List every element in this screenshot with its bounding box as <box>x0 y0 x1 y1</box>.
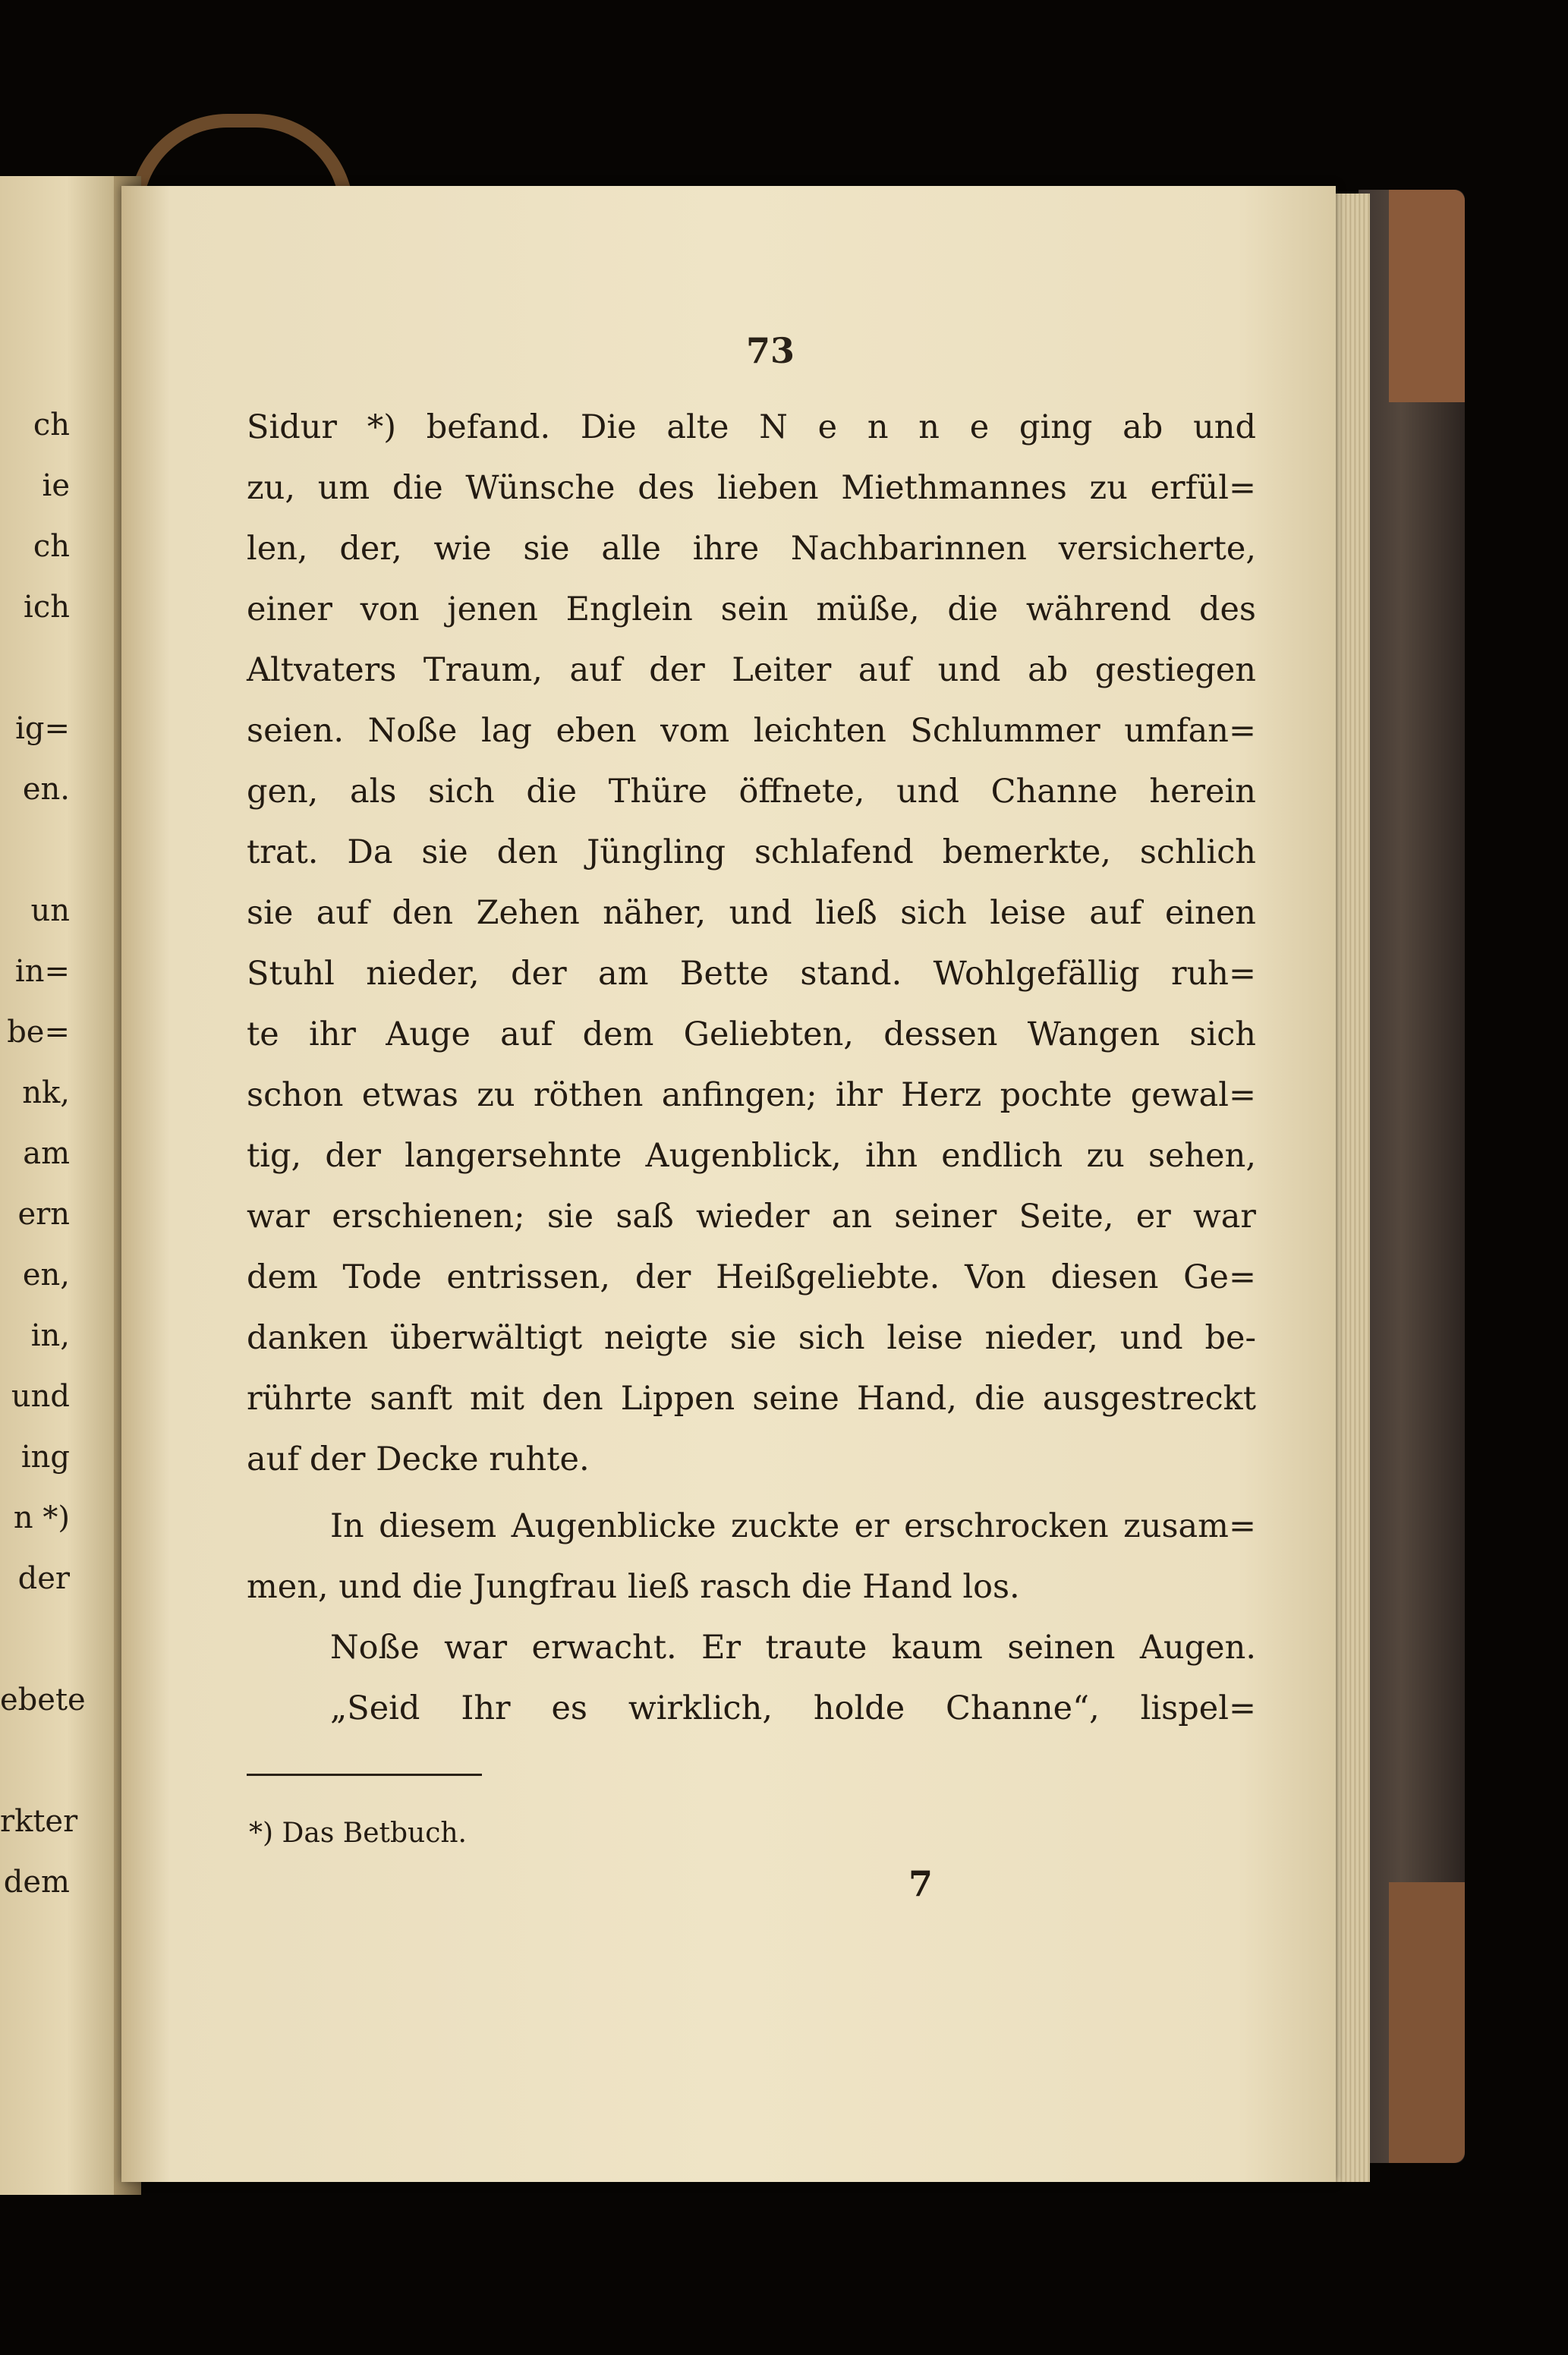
left-line <box>0 1609 70 1670</box>
text-line: tig, der langersehnte Augenblick, ihn endlich zu sehen, <box>247 1137 1256 1175</box>
text-line: zu, um die Wünsche des lieben Miethmannes zu erfül= <box>247 469 1256 507</box>
left-line: dem <box>3 1865 70 1900</box>
text-line: „Seid Ihr es wirklich, holde Channe“, lispel= <box>330 1689 1256 1727</box>
left-line: ich <box>24 590 70 625</box>
text-line: einer von jenen Englein sein müße, die während des <box>247 590 1256 628</box>
text-line: len, der, wie sie alle ihre Nachbarinnen versicherte, <box>247 530 1256 568</box>
cover-corner-top <box>1389 190 1465 402</box>
text-line: schon etwas zu röthen anfingen; ihr Herz pochte gewal= <box>247 1076 1256 1114</box>
text-line: auf der Decke ruhte. <box>247 1440 590 1478</box>
left-line: ch <box>33 408 70 442</box>
left-line: ern <box>17 1197 70 1232</box>
page-body <box>247 397 1256 1739</box>
text-line: Noße war erwacht. Er traute kaum seinen Augen. <box>330 1629 1256 1667</box>
left-line: ig= <box>15 711 70 746</box>
left-line: n *) <box>13 1500 70 1535</box>
left-line <box>0 638 70 698</box>
previous-page-line-endings <box>0 395 86 1913</box>
book-page <box>121 186 1336 2182</box>
left-line: ie <box>42 468 70 503</box>
text-line: men, und die Jungfrau ließ rasch die Hand los. <box>247 1568 1020 1606</box>
left-line: un <box>30 893 70 928</box>
text-line: gen, als sich die Thüre öffnete, und Channe herein <box>247 773 1256 811</box>
page-number: 73 <box>745 330 795 371</box>
left-line: en, <box>22 1258 70 1292</box>
footnote: *) Das Betbuch. <box>249 1818 467 1849</box>
text-line: Sidur *) befand. Die alte N e n n e ging ab und <box>247 408 1256 446</box>
left-line: be= <box>7 1015 70 1050</box>
signature-mark: 7 <box>908 1863 934 1904</box>
left-line: und <box>11 1379 70 1414</box>
text-line: Altvaters Traum, auf der Leiter auf und ab gestiegen <box>247 651 1256 689</box>
left-line: nk, <box>22 1075 70 1110</box>
text-line: sie auf den Zehen näher, und ließ sich leise auf einen <box>247 894 1256 932</box>
text-line: danken überwältigt neigte sie sich leise nieder, und be- <box>247 1319 1256 1357</box>
leather-cover <box>1359 190 1465 2163</box>
text-line: Stuhl nieder, der am Bette stand. Wohlgefällig ruh= <box>247 955 1256 993</box>
left-line: ebete <box>0 1683 86 1717</box>
cover-corner-bottom <box>1389 1882 1465 2163</box>
left-line: ing <box>20 1440 70 1475</box>
footnote-rule <box>247 1774 482 1776</box>
text-line: rührte sanft mit den Lippen seine Hand, die ausgestreckt <box>247 1380 1256 1418</box>
left-line <box>0 820 70 880</box>
text-line: In diesem Augenblicke zuckte er erschrocken zusam= <box>330 1507 1256 1545</box>
left-line: rkter <box>0 1804 78 1839</box>
left-line: ch <box>33 529 70 564</box>
text-line: seien. Noße lag eben vom leichten Schlummer umfan= <box>247 712 1256 750</box>
left-line: der <box>17 1561 70 1596</box>
left-line: in= <box>14 954 70 989</box>
left-line: in, <box>30 1318 70 1353</box>
text-line: dem Tode entrissen, der Heißgeliebte. Von diesen Ge= <box>247 1258 1256 1296</box>
text-line: war erschienen; sie saß wieder an seiner Seite, er war <box>247 1198 1256 1236</box>
left-line <box>0 1730 70 1791</box>
left-line: am <box>23 1136 70 1171</box>
left-line: en. <box>22 772 70 807</box>
text-line: te ihr Auge auf dem Geliebten, dessen Wangen sich <box>247 1015 1256 1053</box>
text-line: trat. Da sie den Jüngling schlafend bemerkte, schlich <box>247 833 1256 871</box>
